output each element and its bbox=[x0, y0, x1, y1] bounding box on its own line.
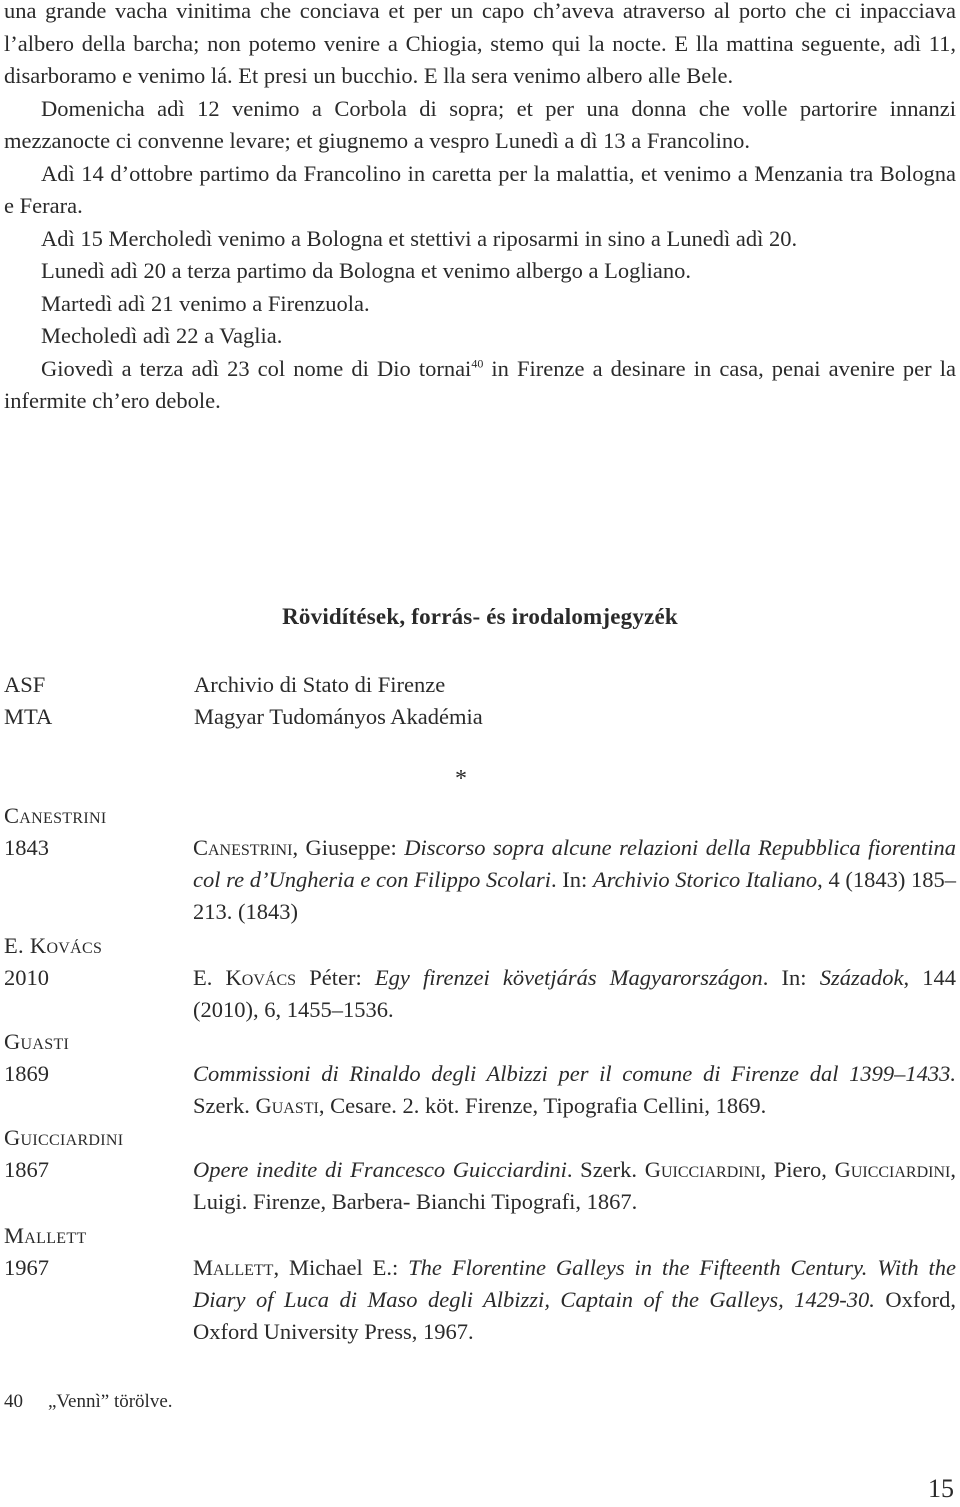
footnote-text: „Vennì” törölve. bbox=[48, 1391, 173, 1412]
section-separator: * bbox=[455, 766, 467, 792]
italic-title: Egy firenzei követjárás Magyarországon bbox=[374, 965, 763, 990]
citation-text: , 144 (2010), 6, 1455–1536. bbox=[193, 965, 957, 1022]
italic-title: Századok bbox=[819, 965, 904, 990]
abbreviation-value: Magyar Tudományos Akadémia bbox=[194, 704, 483, 729]
footnote-number: 40 bbox=[4, 1391, 23, 1412]
citation-text: , 4 (1843) 185–213. (1843) bbox=[193, 867, 956, 924]
author-name: Guicciardini bbox=[834, 1157, 951, 1182]
paragraph: Adì 14 d’ottobre partimo da Francolino in caretta per la malattia, et venimo a Menzania tra Bologna e Ferara. bbox=[4, 160, 956, 218]
footnote-reference[interactable]: 40 bbox=[471, 356, 484, 370]
paragraph: Lunedì adì 20 a terza partimo da Bologna et venimo albergo a Logliano. bbox=[41, 258, 692, 283]
author-name: Mallett bbox=[193, 1255, 274, 1280]
paragraph: Adì 15 Mercholedì venimo a Bologna et stettivi a riposarmi in sino a Lunedì adì 20. bbox=[41, 225, 798, 251]
italic-title: Archivio Storico Italiano bbox=[592, 867, 818, 892]
entry-citation bbox=[193, 1058, 956, 1122]
abbreviation-key: MTA bbox=[4, 704, 53, 729]
bibliography-heading: Rövidítések, forrás- és irodalomjegyzék bbox=[282, 604, 678, 629]
paragraph-with-footnote: Giovedì a terza adì 23 col nome di Dio tornai$^{40}$ in Firenze a desinare in casa, penai avenire per la infermite ch’ero debole. bbox=[4, 355, 957, 413]
entry-key: Canestrini bbox=[4, 803, 107, 828]
citation-text: Péter: bbox=[296, 965, 375, 990]
citation-text: Szerk. bbox=[193, 1093, 256, 1118]
italic-title: Opere inedite di Francesco Guicciardini bbox=[193, 1157, 567, 1182]
citation-text: , Giuseppe: bbox=[292, 835, 405, 860]
author-name: Canestrini bbox=[193, 835, 293, 860]
page-number: 15 bbox=[928, 1474, 954, 1503]
entry-key: Mallett bbox=[4, 1223, 87, 1248]
abbreviation-key: ASF bbox=[4, 672, 46, 697]
entry-citation bbox=[193, 1154, 956, 1218]
italic-title: Discorso sopra alcune relazioni della Repubblica fiorentina col re d’Ungheria e con Filippo Scolari bbox=[193, 835, 957, 892]
entry-key: Guicciardini bbox=[4, 1125, 124, 1150]
citation-text: . In: bbox=[551, 867, 593, 892]
citation-text: , Cesare. 2. köt. Firenze, Tipografia Cellini, 1869. bbox=[318, 1093, 767, 1118]
abbreviation-value: Archivio di Stato di Firenze bbox=[194, 672, 446, 697]
paragraph: Martedì adì 21 venimo a Firenzuola. bbox=[41, 290, 370, 316]
italic-title: The Florentine Galleys in the Fifteenth Century. With the Diary of Luca di Maso degli Albizzi, Captain of the Galleys, 1429-30. bbox=[193, 1255, 956, 1312]
author-name: Guasti bbox=[255, 1093, 319, 1118]
citation-text: , Luigi. Firenze, Barbera- Bianchi Tipografi, 1867. bbox=[193, 1157, 956, 1214]
entry-key: Guasti bbox=[4, 1029, 70, 1054]
entry-key: E. Kovács bbox=[4, 933, 103, 958]
entry-year: 1867 bbox=[4, 1157, 49, 1182]
italic-title: Commissioni di Rinaldo degli Albizzi per il comune di Firenze dal 1399–1433. bbox=[193, 1061, 956, 1086]
body-text bbox=[4, 0, 956, 418]
entry-citation bbox=[193, 962, 956, 1026]
author-name: E. Kovács bbox=[193, 965, 297, 990]
paragraph: Domenicha adì 12 venimo a Corbola di sopra; et per una donna che volle partorire innanzi mezzanocte ci convenne levare; et giugnemo a vespro Lunedì a dì 13 a Francolino. bbox=[4, 95, 956, 153]
author-name: Guicciardini bbox=[644, 1157, 761, 1182]
citation-text: Oxford, Oxford University Press, 1967. bbox=[193, 1287, 956, 1344]
entry-citation bbox=[193, 1252, 956, 1348]
citation-text: . Szerk. bbox=[566, 1157, 645, 1182]
paragraph: Mecholedì adì 22 a Vaglia. bbox=[41, 323, 283, 348]
entry-year: 1843 bbox=[4, 835, 49, 860]
entry-year: 1967 bbox=[4, 1255, 49, 1280]
entry-citation bbox=[193, 832, 956, 928]
citation-text: . In: bbox=[762, 965, 820, 990]
footnote bbox=[4, 1391, 173, 1413]
citation-text: , Michael E.: bbox=[273, 1255, 409, 1280]
entry-year: 2010 bbox=[4, 965, 49, 990]
entry-year: 1869 bbox=[4, 1061, 49, 1086]
paragraph: una grande vacha vinitima che conciava et per un capo ch’aveva atraverso al porto che ci inpacciava l’albero della barcha; non potemo venire a Chiogia, stemo qui la nocte. E lla mattina seguente, adì 11, disarboramo e venimo lá. Et presi un bucchio. E lla sera venimo albero alle Bele. bbox=[4, 0, 956, 88]
citation-text: , Piero, bbox=[760, 1157, 835, 1182]
